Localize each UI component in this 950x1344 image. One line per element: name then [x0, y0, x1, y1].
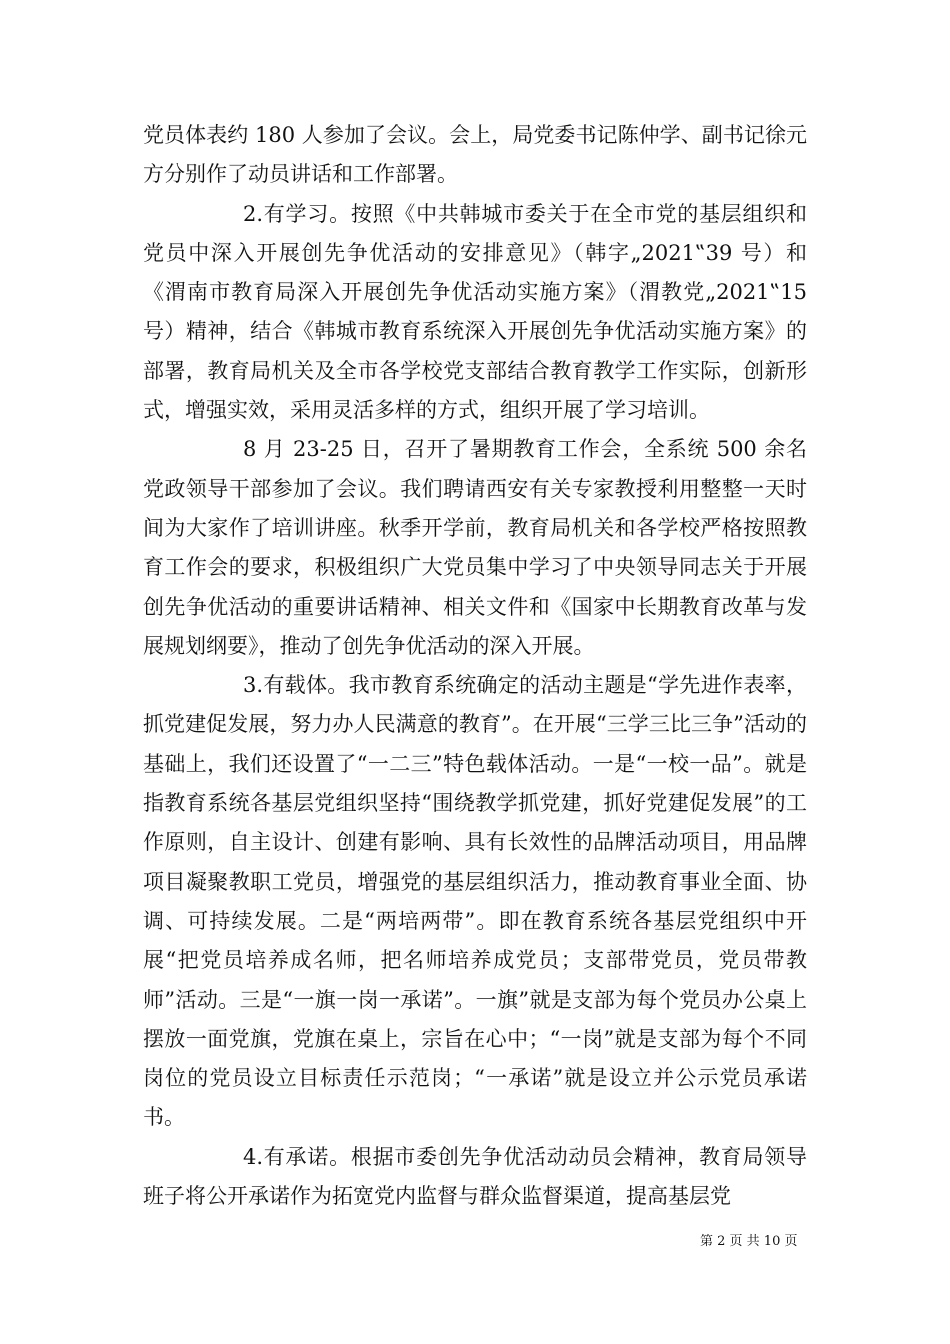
paragraph-1: 党员体表约 180 人参加了会议。会上，局党委书记陈仲学、副书记徐元方分别作了动员讲话和工作部署。	[143, 123, 807, 187]
document-body	[143, 116, 807, 1216]
page-number-footer: 第 2 页 共 10 页	[700, 1234, 798, 1249]
paragraph-2: 2.有学习。按照《中共韩城市委关于在全市党的基层组织和党员中深入开展创先争优活动的安排意见》（韩字„2021‟39 号）和《渭南市教育局深入开展创先争优活动实施方案》（渭教党„2021‟15 号）精神，结合《韩城市教育系统深入开展创先争优活动实施方案》的部署，教育局机关及全市各学校党支部结合教育教学工作实际，创新形式，增强实效，采用灵活多样的方式，组织开展了学习培训。	[143, 201, 807, 423]
paragraph-5: 4.有承诺。根据市委创先争优活动动员会精神，教育局领导班子将公开承诺作为拓宽党内监督与群众监督渠道，提高基层党	[143, 1144, 807, 1209]
paragraph-3: 8 月 23-25 日，召开了暑期教育工作会，全系统 500 余名党政领导干部参加了会议。我们聘请西安有关专家教授利用整整一天时间为大家作了培训讲座。秋季开学前，教育局机关和各学校严格按照教育工作会的要求，积极组织广大党员集中学习了中央领导同志关于开展创先争优活动的重要讲话精神、相关文件和《国家中长期教育改革与发展规划纲要》，推动了创先争优活动的深入开展。	[143, 437, 807, 658]
paragraph-4: 3.有载体。我市教育系统确定的活动主题是“学先进作表率，抓党建促发展，努力办人民满意的教育”。在开展“三学三比三争”活动的基础上，我们还设置了“一二三”特色载体活动。一是“一校一品”。就是指教育系统各基层党组织坚持“围绕教学抓党建，抓好党建促发展”的工作原则，自主设计、创建有影响、具有长效性的品牌活动项目，用品牌项目凝聚教职工党员，增强党的基层组织活力，推动教育事业全面、协调、可持续发展。二是“两培两带”。即在教育系统各基层党组织中开展“把党员培养成名师，把名师培养成党员；支部带党员，党员带教师”活动。三是“一旗一岗一承诺”。一旗”就是支部为每个党员办公桌上摆放一面党旗，党旗在桌上，宗旨在心中；“一岗”就是支部为每个不同岗位的党员设立目标责任示范岗；“一承诺”就是设立并公示党员承诺书。	[143, 673, 807, 1130]
